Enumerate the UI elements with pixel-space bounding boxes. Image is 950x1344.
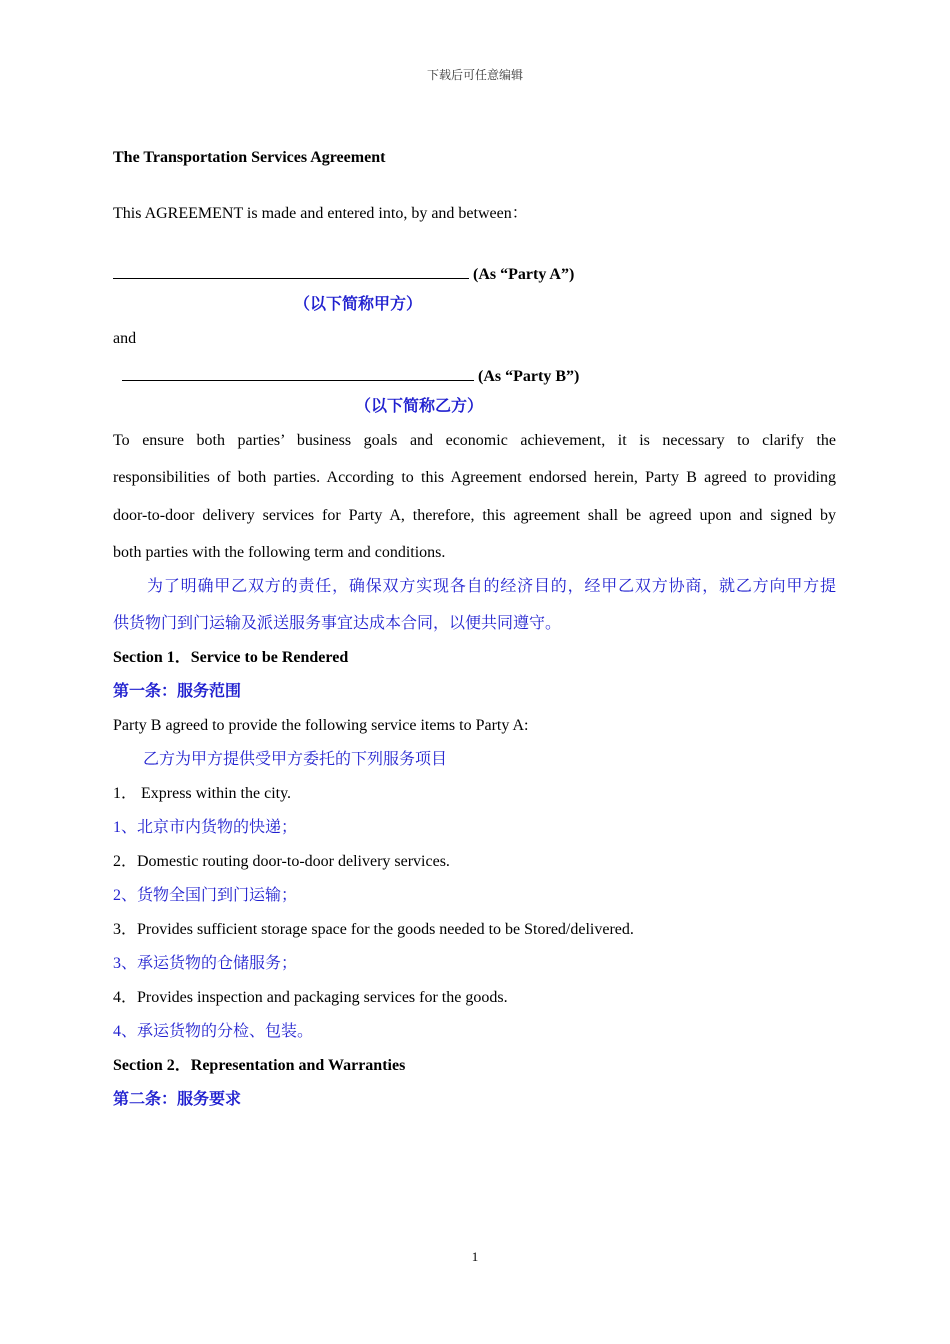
section1-heading: Section 1．Service to be Rendered bbox=[113, 649, 349, 666]
header-note: 下载后可任意编辑 bbox=[426, 68, 523, 82]
service-item-cn: 2、货物全国门到门运输； bbox=[113, 887, 298, 904]
section1-heading-cn: 第一条：服务范围 bbox=[113, 683, 242, 700]
purpose-en-line: both parties with the following term and conditions. bbox=[113, 544, 446, 561]
party-b-cn: （以下简称乙方） bbox=[355, 398, 484, 415]
purpose-en-line: To ensure both parties’ business goals and economic achievement, it is necessary to clarify the bbox=[113, 432, 836, 449]
service-item-cn: 4、承运货物的分检、包装。 bbox=[113, 1023, 314, 1040]
party-b-blank bbox=[122, 363, 474, 381]
purpose-en-line: responsibilities of both parties. According to this Agreement endorsed herein, Party B agreed to providing bbox=[113, 469, 836, 486]
section1-intro: Party B agreed to provide the following service items to Party A: bbox=[113, 717, 529, 734]
service-item: 2．Domestic routing door-to-door delivery services. bbox=[113, 853, 450, 870]
service-item: 4．Provides inspection and packaging services for the goods. bbox=[113, 989, 508, 1006]
party-a-label: (As “Party A”) bbox=[473, 266, 575, 283]
party-a-line bbox=[113, 261, 574, 285]
service-item-cn: 1、北京市内货物的快递； bbox=[113, 819, 298, 836]
purpose-en-line: door-to-door delivery services for Party A, therefore, this agreement shall be agreed upon and signed by bbox=[113, 507, 836, 524]
party-b-line bbox=[122, 363, 579, 387]
intro-text: This AGREEMENT is made and entered into, by and between： bbox=[113, 205, 528, 222]
section2-heading: Section 2．Representation and Warranties bbox=[113, 1057, 406, 1074]
page-number: 1 bbox=[471, 1249, 479, 1264]
service-item: 3．Provides sufficient storage space for the goods needed to be Stored/delivered. bbox=[113, 921, 634, 938]
purpose-cn-line: 为了明确甲乙双方的责任，确保双方实现各自的经济目的，经甲乙双方协商，就乙方向甲方提 bbox=[147, 578, 836, 595]
service-item: 1． Express within the city. bbox=[113, 785, 292, 802]
section1-intro-cn: 乙方为甲方提供受甲方委托的下列服务项目 bbox=[143, 751, 448, 768]
party-a-cn: （以下简称甲方） bbox=[294, 296, 423, 313]
party-b-label: (As “Party B”) bbox=[478, 368, 580, 385]
purpose-cn-line: 供货物门到门运输及派送服务事宜达成本合同，以便共同遵守。 bbox=[113, 615, 562, 632]
section2-heading-cn: 第二条：服务要求 bbox=[113, 1091, 242, 1108]
document-title: The Transportation Services Agreement bbox=[113, 149, 386, 166]
and-text: and bbox=[113, 330, 137, 347]
service-item-cn: 3、承运货物的仓储服务； bbox=[113, 955, 298, 972]
party-a-blank bbox=[113, 261, 469, 279]
